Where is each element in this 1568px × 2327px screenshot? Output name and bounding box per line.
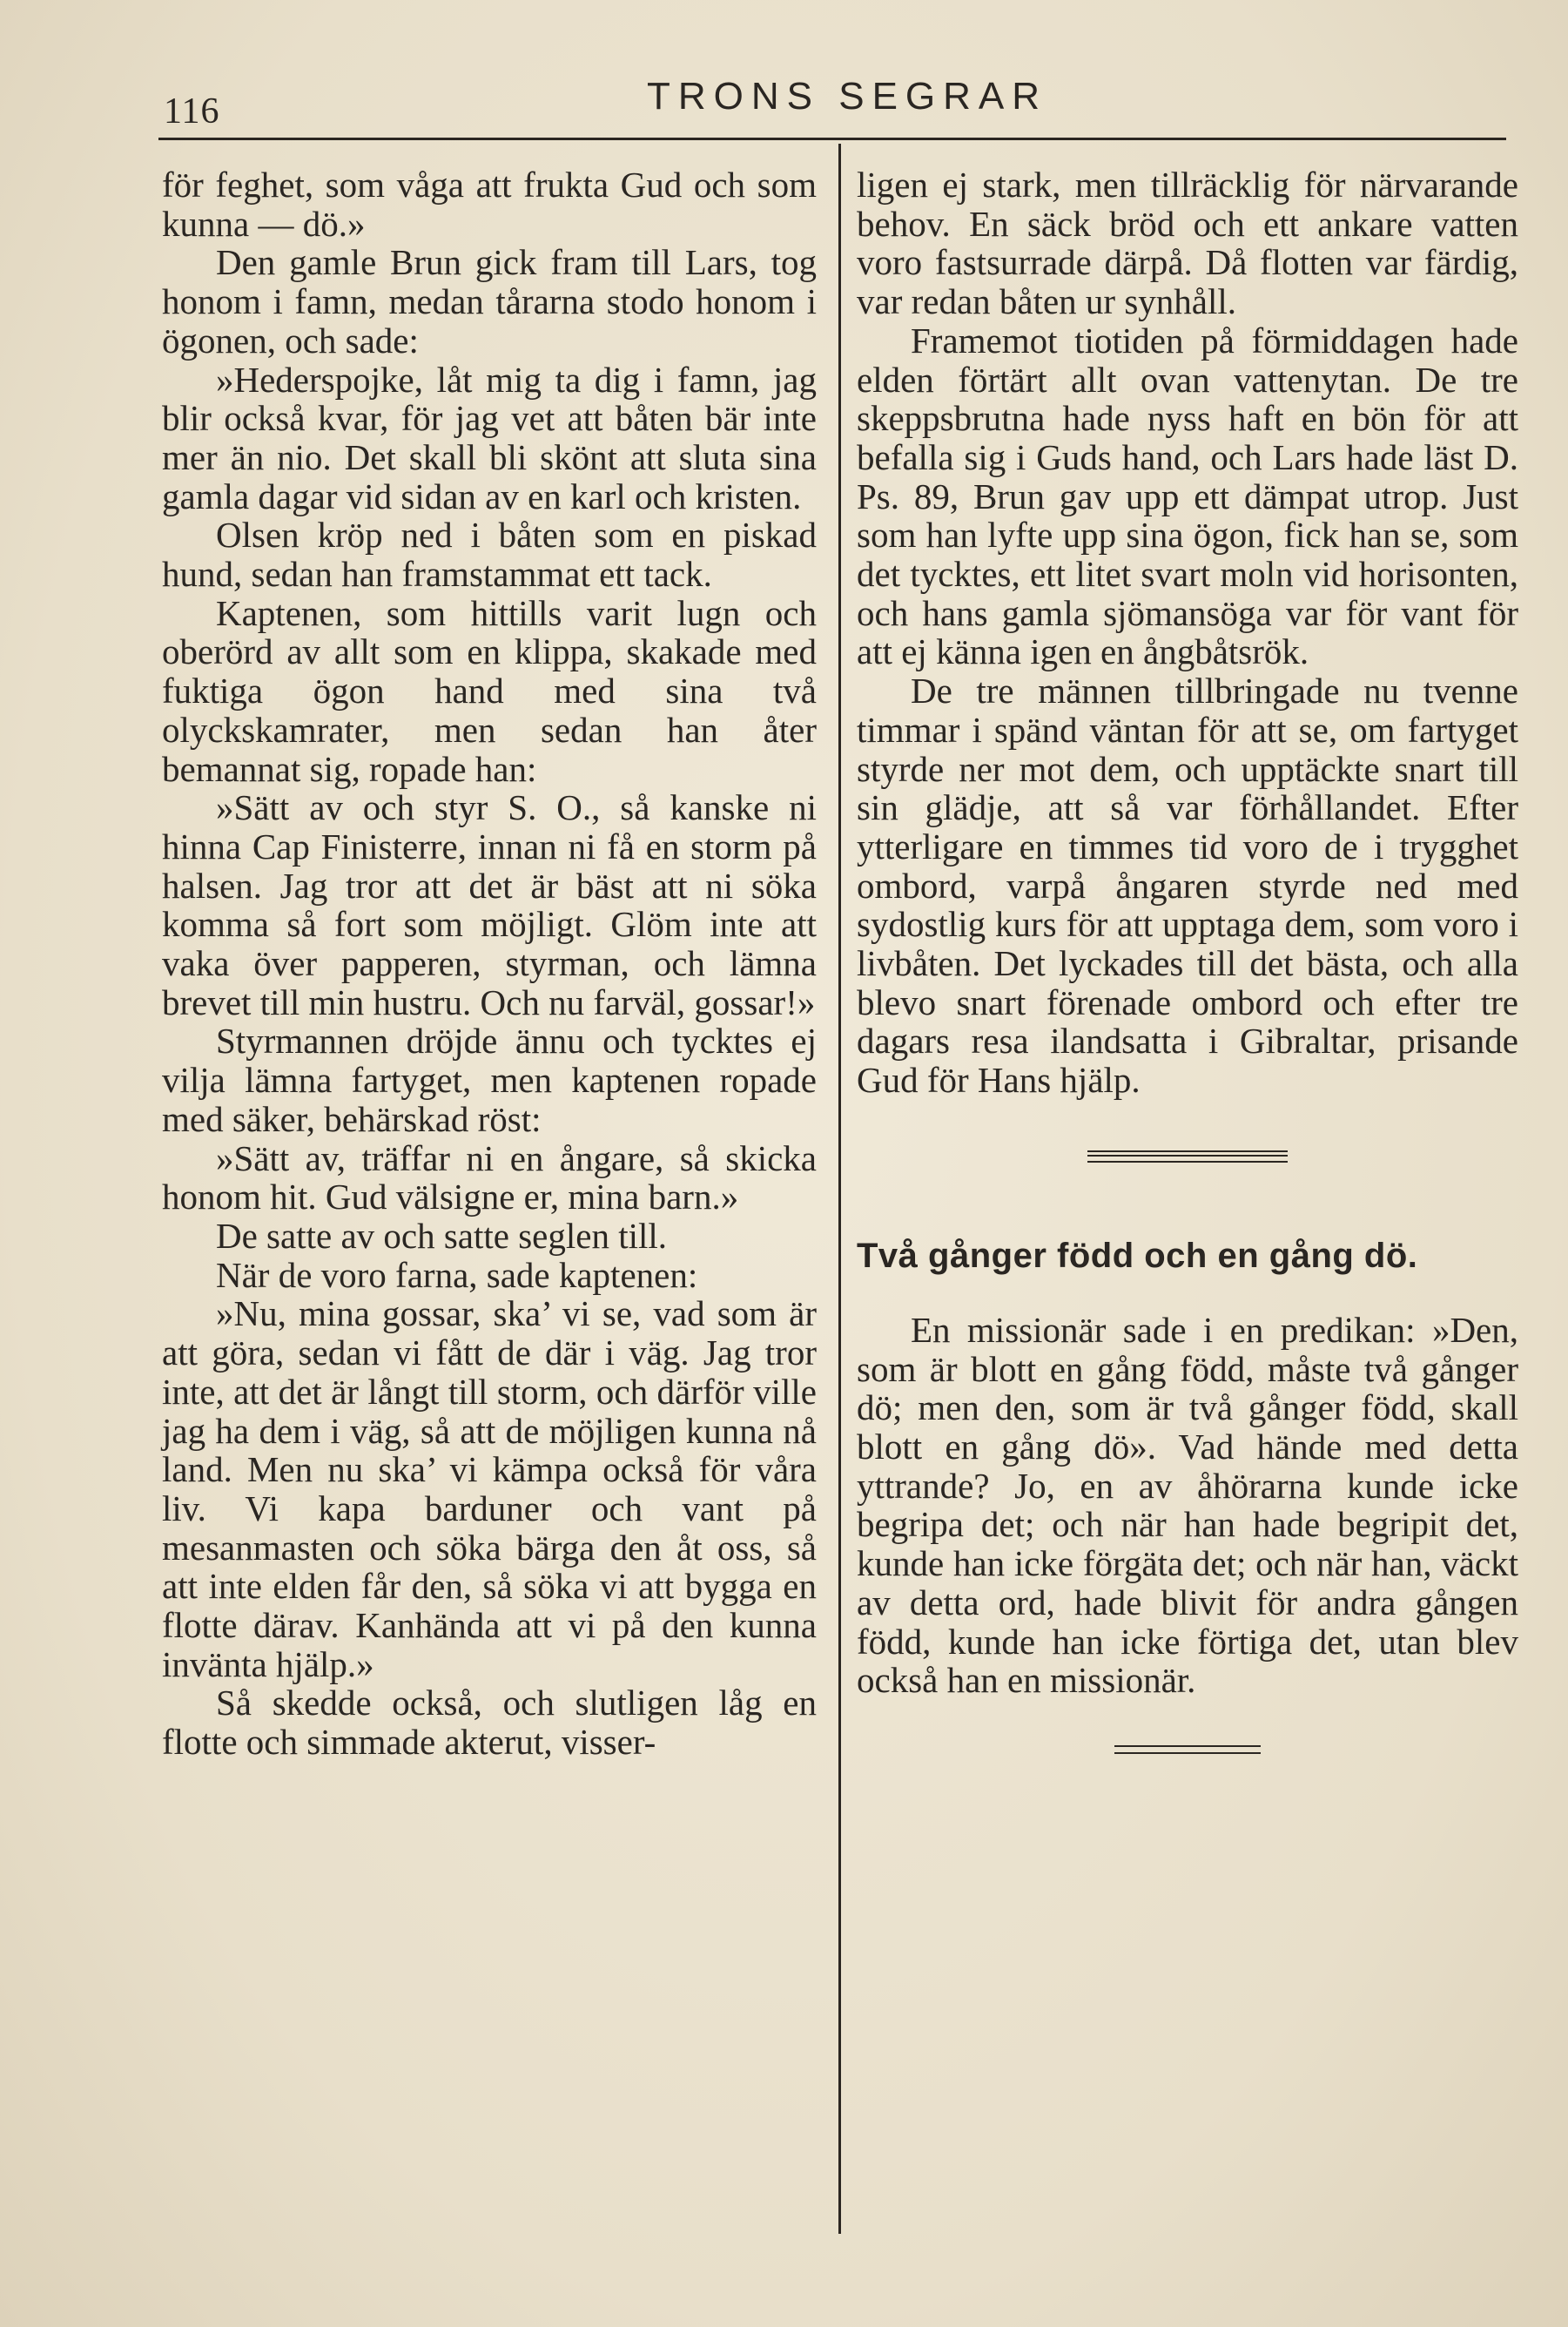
paragraph: Den gamle Brun gick fram till Lars, tog honom i famn, medan tårarna stodo honom i ögonen, och sade: xyxy=(162,242,817,361)
end-rule xyxy=(1114,1745,1261,1754)
paragraph: De satte av och satte seglen till. xyxy=(216,1215,668,1256)
paragraph: »Nu, mina gossar, ska’ vi se, vad som är att göra, sedan vi fått de där i väg. Jag tror inte, att det är långt till storm, och därför ville jag ha dem i väg, så att de möjligen kunna nå land. Men nu ska’ vi kämpa också för våra liv. Vi kapa barduner och vant på mesanmasten och söka bärga den åt oss, så att inte elden får den, så söka vi att bygga en flotte därav. Kanhända att vi på den kunna invänta hjälp.» xyxy=(162,1293,817,1684)
paragraph: Olsen kröp ned i båten som en piskad hund, sedan han framstammat ett tack. xyxy=(162,515,817,595)
section-heading: Två gånger född och en gång dö. xyxy=(857,1236,1418,1275)
page-number: 116 xyxy=(164,91,220,132)
paragraph: De tre männen tillbringade nu tvenne timmar i spänd väntan för att se, om fartyget styrde ner mot dem, och upptäckte snart till sin glädje, att så var förhållandet. Efter ytterligare en timmes tid voro de i trygghet ombord, varpå ångaren styrde ned med sydostlig kurs för att upptaga dem, som voro i livbåten. Det lyckades till det bästa, och alla blevo snart förenade ombord och efter tre dagars resa ilandsatta i Gibraltar, prisande Gud för Hans hjälp. xyxy=(857,671,1518,1101)
paragraph: En missionär sade i en predikan: »Den, som är blott en gång född, måste två gånger dö; men den, som är två gånger född, skall blott en gång dö». Vad hände med detta yttrande? Jo, en av åhörarna kunde icke begripa det; och när han hade begripit det, kunde han icke förgäta det; och när han, väckt av detta ord, hade blivit för andra gången född, kunde han icke förtiga det, utan blev också han en missionär. xyxy=(857,1309,1518,1701)
paragraph: Framemot tiotiden på förmiddagen hade elden förtärt allt ovan vattenytan. De tre skeppsbrutna hade nyss haft en bön för att befalla sig i Guds hand, och Lars hade läst D. Ps. 89, Brun gav upp ett dämpat utrop. Just som han lyfte upp sina ögon, fick han se, som det tycktes, ett litet svart moln vid horisonten, och hans gamla sjömansöga var för vant för att ej känna igen en ångbåtsrök. xyxy=(857,320,1518,672)
right-column xyxy=(857,165,1518,1754)
paragraph: för feghet, som våga att frukta Gud och som kunna — dö.» xyxy=(162,165,817,244)
header-rule xyxy=(158,138,1506,140)
paragraph: »Hederspojke, låt mig ta dig i famn, jag blir också kvar, för jag vet att båten bär inte mer än nio. Det skall bli skönt att sluta sina gamla dagar vid sidan av en karl och kristen. xyxy=(162,359,817,516)
column-divider xyxy=(838,144,841,2234)
paragraph: Styrmannen dröjde ännu och tycktes ej vilja lämna fartyget, men kaptenen ropade med säker, behärskad röst: xyxy=(162,1021,817,1139)
section-separator xyxy=(1087,1150,1288,1163)
running-title: TRONS SEGRAR xyxy=(647,75,1048,118)
paragraph: Så skedde också, och slutligen låg en flotte och simmade akterut, visser- xyxy=(162,1683,817,1763)
paragraph: ligen ej stark, men tillräcklig för närvarande behov. En säck bröd och ett ankare vatten voro fastsurrade därpå. Då flotten var färdig, var redan båten ur synhåll. xyxy=(857,165,1518,322)
left-column xyxy=(162,165,817,1762)
paragraph: »Sätt av och styr S. O., så kanske ni hinna Cap Finisterre, innan ni få en storm på halsen. Jag tror att det är bäst att ni söka komma så fort som möjligt. Glöm inte att vaka över papperen, styrman, och lämna brevet till min hustru. Och nu farväl, gossar!» xyxy=(162,787,817,1022)
paragraph: »Sätt av, träffar ni en ångare, så skicka honom hit. Gud välsigne er, mina barn.» xyxy=(162,1137,817,1217)
page-header xyxy=(164,71,1504,141)
paragraph: När de voro farna, sade kaptenen: xyxy=(216,1254,698,1295)
paragraph: Kaptenen, som hittills varit lugn och oberörd av allt som en klippa, skakade med fuktiga ögon hand med sina två olyckskamrater, men sedan han åter bemannat sig, ropade han: xyxy=(162,592,817,789)
